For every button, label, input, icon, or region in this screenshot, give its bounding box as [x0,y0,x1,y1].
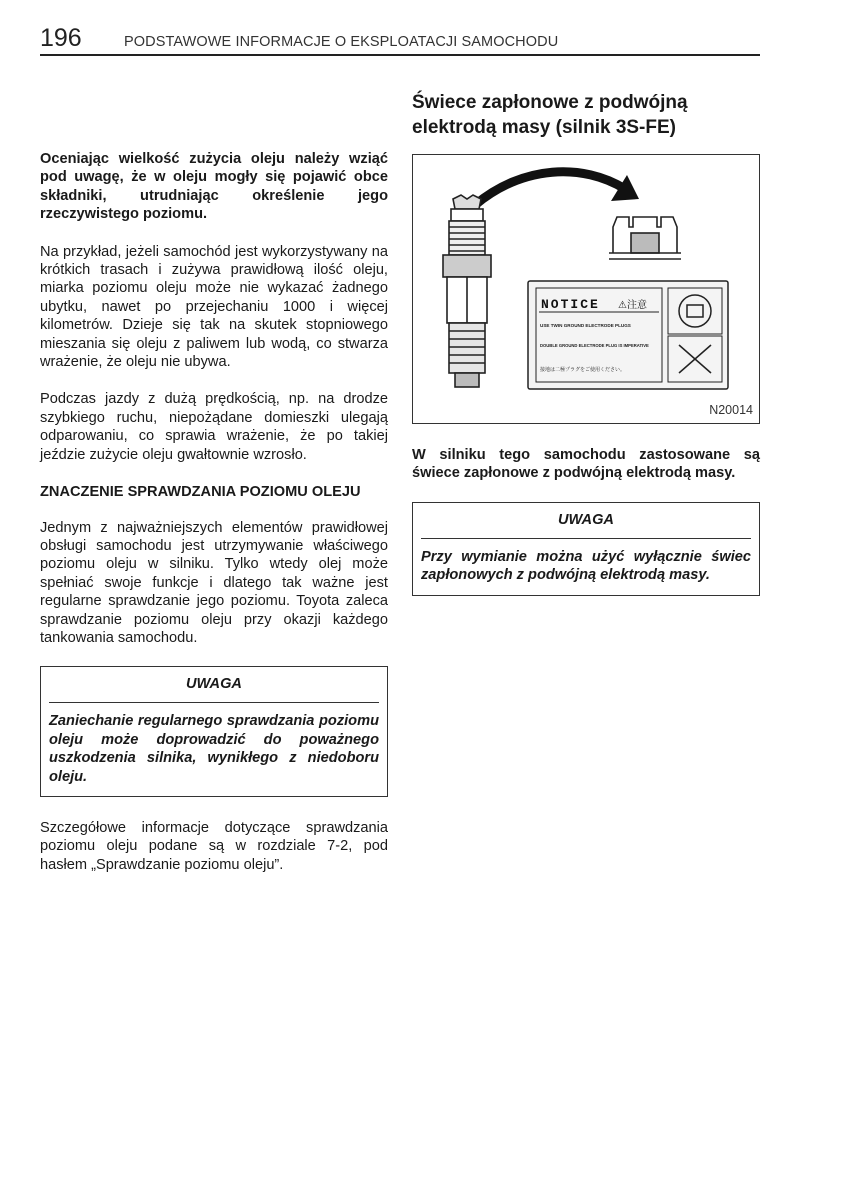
figure-code: N20014 [709,403,753,417]
figure-caption: W silniku tego samochodu zastosowane są świece zapłonowe z podwójną elektrodą masy. [412,447,760,482]
notice-label-title: NOTICE [541,297,600,312]
left-column [40,150,388,893]
section-title: Świece zapłonowe z podwójną elektrodą masy (silnik 3S-FE) [412,92,688,138]
paragraph-high-speed: Podczas jazdy z dużą prędkością, np. na drodze szybkiego ruchu, niepożądane domieszki ulegają odparowaniu, co sprawia wrażenie, że po takiej jeździe zużycie oleju gwałtownie wzrosło. [40,391,388,463]
warning-title: UWAGA [421,511,751,539]
page-header [40,24,760,56]
spark-plug-figure [412,154,760,424]
arrow-icon [475,172,625,205]
warning-box-spark-plugs [412,502,760,596]
warning-text: Zaniechanie regularnego sprawdzania poziomu oleju może doprowadzić do poważnego uszkodzenia silnika, wynikłego z niedoboru oleju. [49,713,379,785]
page-number: 196 [40,24,82,52]
notice-label-line-2: DOUBLE GROUND ELECTRODE PLUG IS IMPERATIVE [540,343,649,348]
running-title: PODSTAWOWE INFORMACJE O EKSPLOATACJI SAMOCHODU [124,34,559,50]
electrode-detail-icon [609,217,681,259]
section-heading: ZNACZENIE SPRAWDZANIA POZIOMU OLEJU [40,484,361,501]
paragraph-importance: Jednym z najważniejszych elementów prawidłowej obsługi samochodu jest utrzymywanie właściwego poziomu oleju w silniku. Tylko wtedy olej może spełniać swoje funkcje i dlatego tak ważne jest regularne sprawdzanie jego poziomu. Toyota zaleca sprawdzanie poziomu oleju przy okazji każdego tankowania samochodu. [40,519,388,646]
spark-plug-icon [443,195,491,387]
notice-label-line-3: 接地は二極プラグをご使用ください。 [540,367,626,373]
right-column [412,90,760,618]
paragraph-reference: Szczegółowe informacje dotyczące sprawdzania poziomu oleju podane są w rozdziale 7-2, pod hasłem „Sprawdzanie poziomu oleju”. [40,819,388,873]
notice-label-line-1: USE TWIN GROUND ELECTRODE PLUGS [540,323,631,328]
notice-label-caution: ⚠注意 [618,300,647,311]
spark-plug-illustration [413,155,759,423]
warning-title: UWAGA [49,675,379,703]
warning-box-oil [40,666,388,797]
warning-text: Przy wymianie można użyć wyłącznie świec zapłonowych z podwójną elektrodą masy. [421,548,751,584]
intro-paragraph: Oceniając wielkość zużycia oleju należy wziąć pod uwagę, że w oleju mogły się pojawić obce składniki, utrudniając określenie jego rzeczywistego poziomu. [40,151,388,223]
paragraph-short-trips: Na przykład, jeżeli samochód jest wykorzystywany na krótkich trasach i zużywa prawidłową ilość oleju, miarka poziomu oleju może nie wykazać żadnego ubytku, nawet po przejechaniu 1000 i więcej kilometrów. Dzieje się tak na skutek stopniowego mieszania się oleju z paliwem lub wodą, co stwarza wrażenie, że oleju nie ubywa. [40,243,388,371]
